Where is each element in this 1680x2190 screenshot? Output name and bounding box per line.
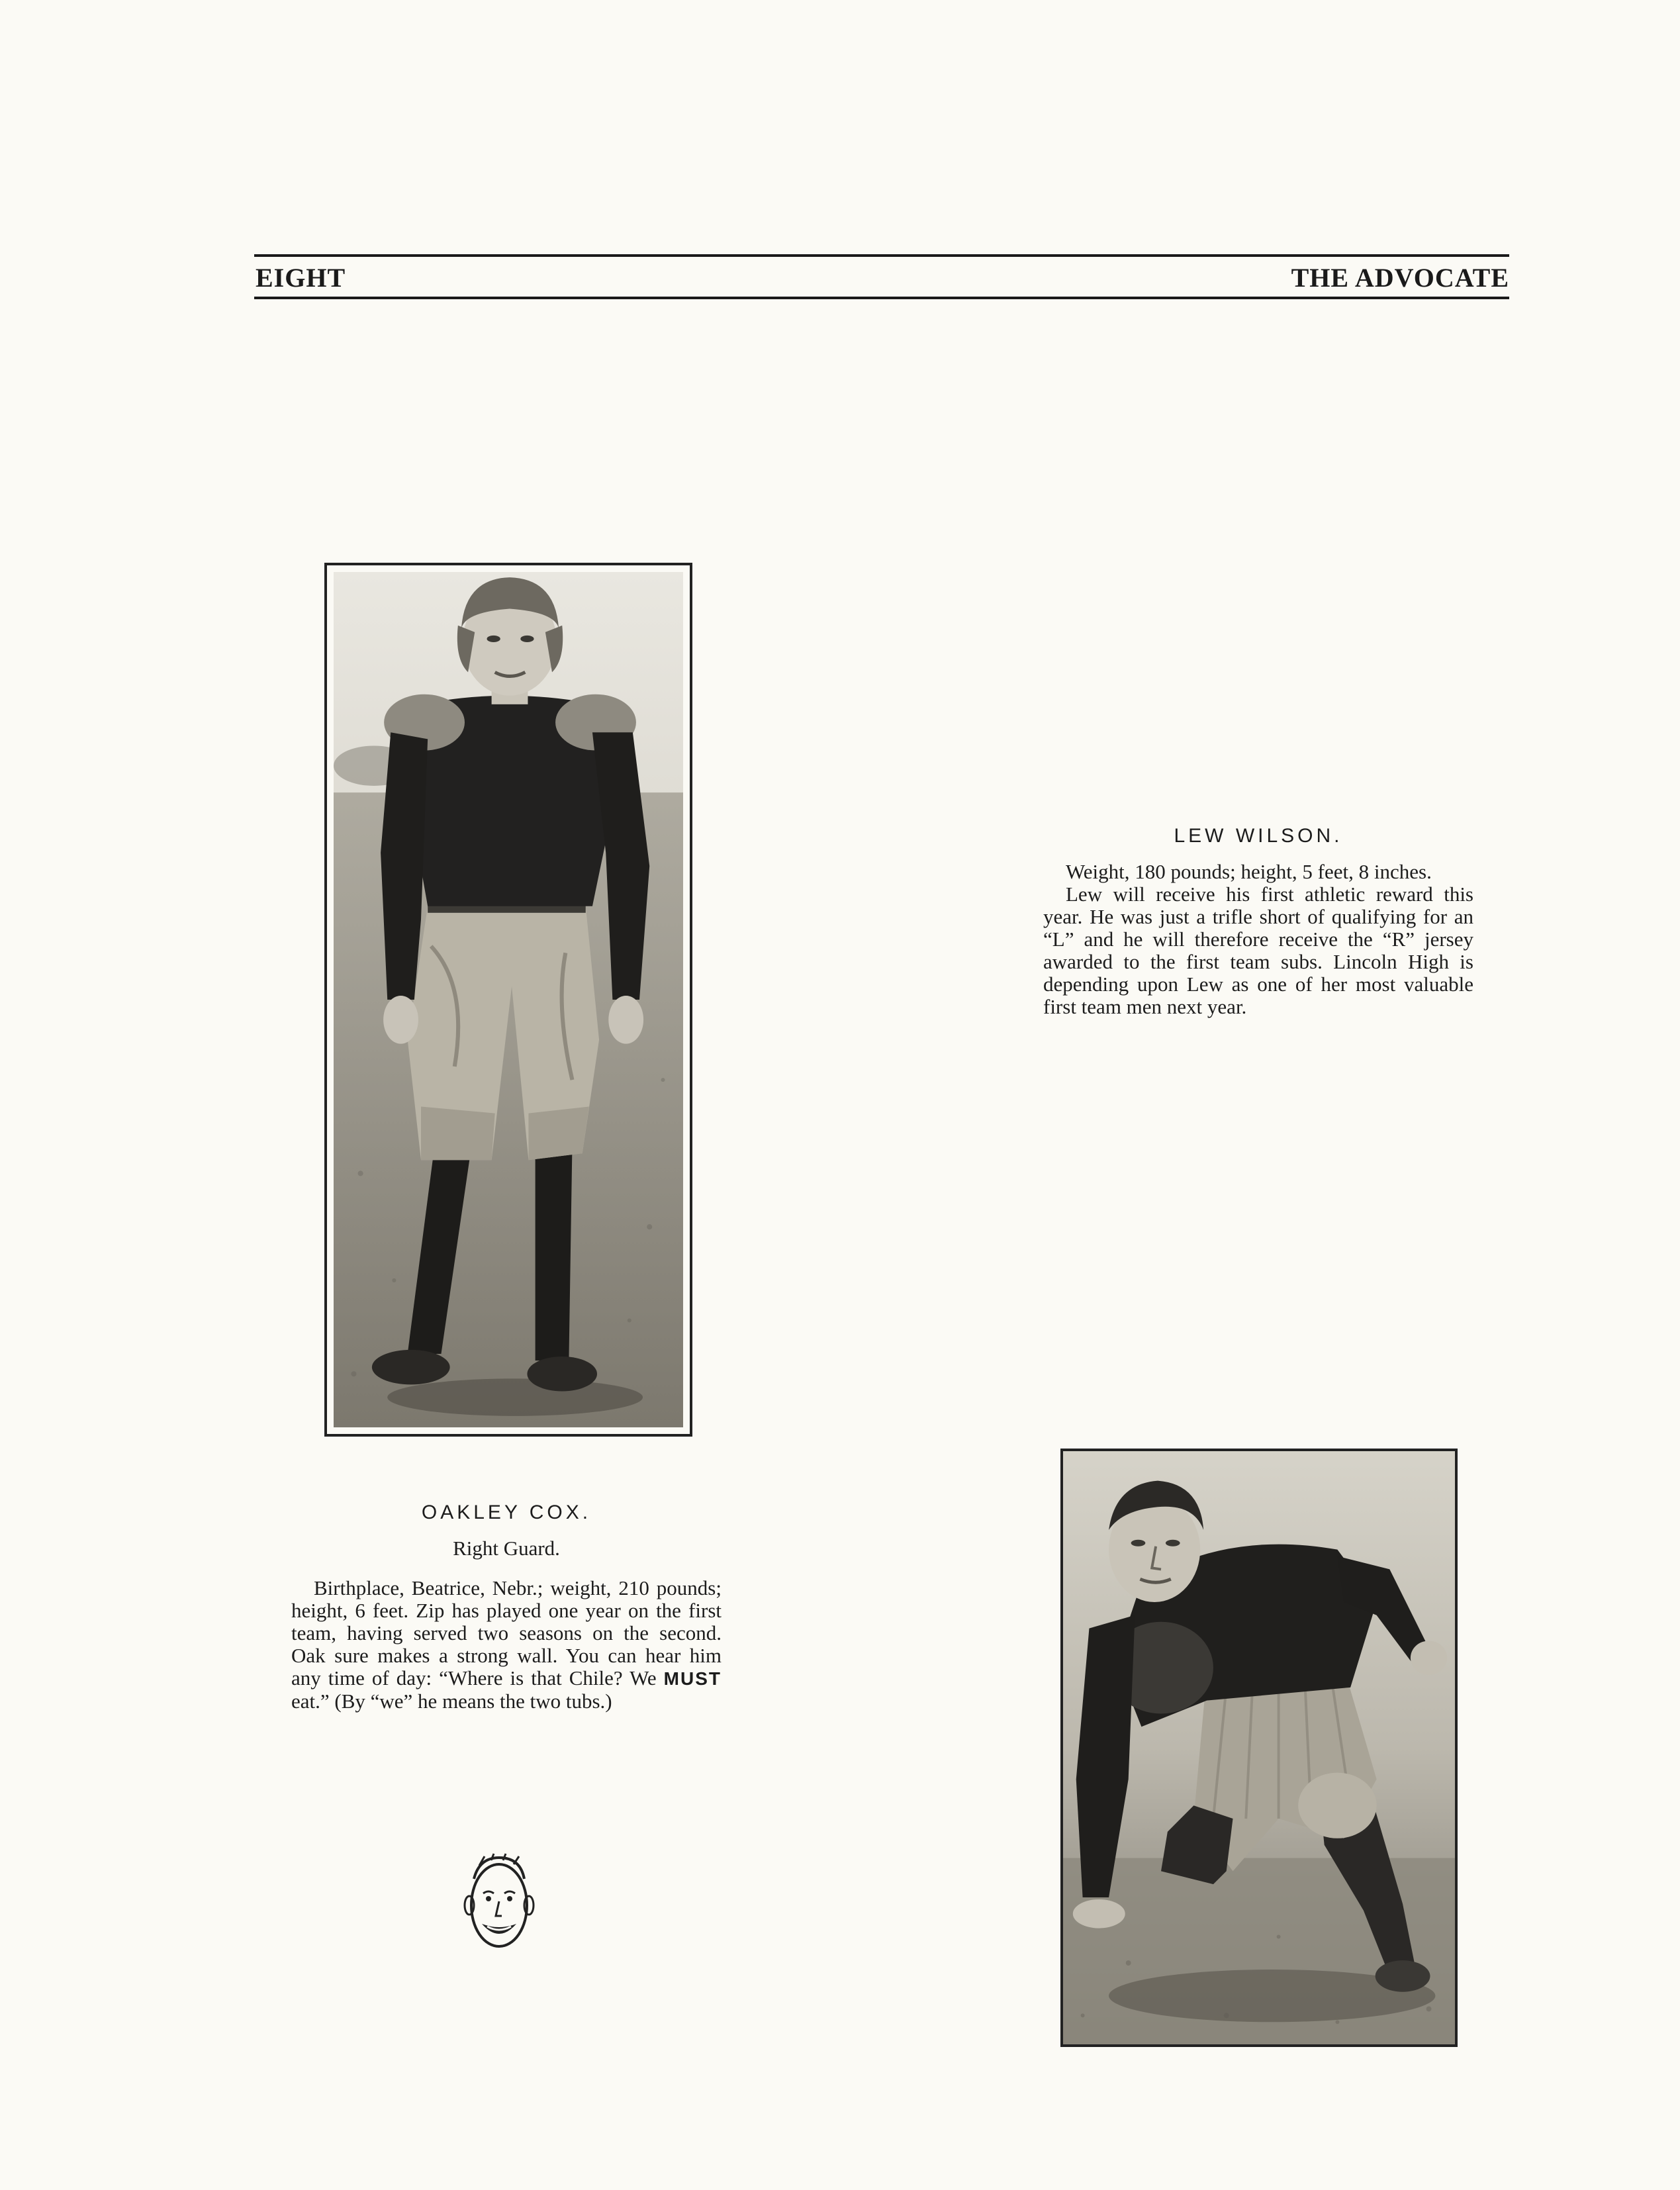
player-description-wilson: Lew will receive his first athletic reward this year. He was just a trifle short of qualifying for an “L” and he will therefore receive the “R” jersey awarded to the first team subs. Lincoln High is depending upon Lew as one of her most valuable first team men next year. [1043, 882, 1473, 1018]
player-description-cox [291, 1577, 722, 1713]
publication-title: THE ADVOCATE [1291, 263, 1509, 293]
standing-player-illustration [334, 572, 683, 1427]
photo-crouching-player [1060, 1449, 1458, 2047]
cartoon-face-icon [459, 1852, 539, 1958]
header-rule-top [254, 254, 1509, 257]
description-part-2: eat.” (By “we” he means the two tubs.) [291, 1690, 612, 1713]
page-number: EIGHT [256, 263, 346, 293]
player-name-cox: OAKLEY COX. [421, 1501, 592, 1523]
description-emphasis: MUST [663, 1668, 722, 1689]
crouching-player-illustration [1063, 1451, 1455, 2044]
description-part-1: Birthplace, Beatrice, Nebr.; weight, 210 pounds; height, 6 feet. Zip has played one year on the first team, having served two seasons on the second. Oak sure makes a strong wall. You can hear him any time of day: “Where is that Chile? We [291, 1576, 722, 1690]
player-position-cox: Right Guard. [453, 1537, 560, 1560]
bio-oakley-cox [291, 1501, 722, 1713]
bio-lew-wilson [1043, 825, 1473, 1018]
photo-standing-player [324, 563, 692, 1437]
player-name-wilson: LEW WILSON. [1174, 825, 1343, 847]
header-rule-bottom [254, 297, 1509, 299]
cartoon-face-drawing [459, 1852, 539, 1958]
page-header [254, 252, 1509, 305]
player-stats-wilson: Weight, 180 pounds; height, 5 feet, 8 inches. [1066, 860, 1432, 883]
